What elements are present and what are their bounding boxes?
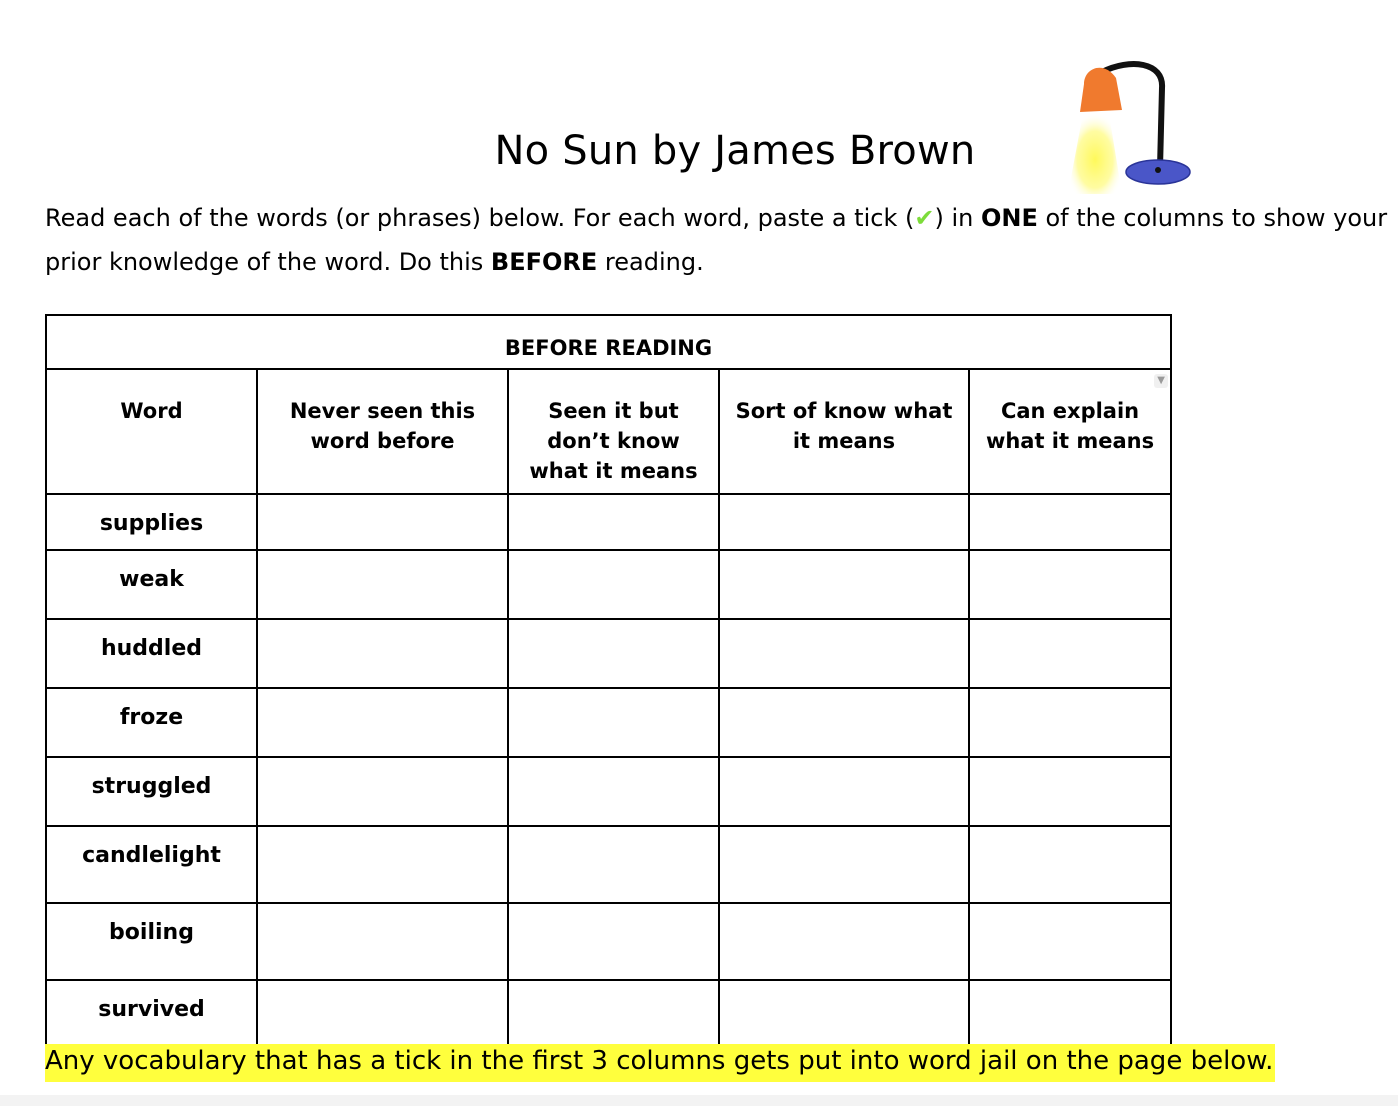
instructions-text-3: of the columns to show your prior knowledge of the word. Do this: [45, 204, 1388, 276]
desk-lamp-icon: [1060, 58, 1200, 198]
word-cell: candlelight: [46, 826, 257, 903]
tick-cell[interactable]: [257, 619, 508, 688]
tick-cell[interactable]: [719, 494, 969, 550]
tick-cell[interactable]: [969, 826, 1171, 903]
tick-cell[interactable]: [969, 494, 1171, 550]
tick-cell[interactable]: [508, 494, 719, 550]
tick-cell[interactable]: [719, 826, 969, 903]
table-row: [46, 688, 1171, 757]
tick-cell[interactable]: [969, 550, 1171, 619]
footer-note: [45, 1041, 1275, 1081]
header-word-label: Word: [120, 399, 183, 423]
tick-cell[interactable]: [508, 757, 719, 826]
header-seen-not-know[interactable]: [508, 369, 719, 494]
tick-cell[interactable]: [508, 550, 719, 619]
tick-cell[interactable]: [719, 903, 969, 980]
instructions-text-4: reading.: [597, 248, 704, 276]
header-seen-not-know-label: Seen it but don’t know what it means: [529, 399, 698, 483]
word-cell: boiling: [46, 903, 257, 980]
tick-cell[interactable]: [719, 550, 969, 619]
instructions-text-2: ) in: [934, 204, 981, 232]
instructions-text-1: Read each of the words (or phrases) below. For each word, paste a tick (: [45, 204, 915, 232]
tick-cell[interactable]: [257, 688, 508, 757]
tick-cell[interactable]: [969, 619, 1171, 688]
tick-cell[interactable]: [257, 550, 508, 619]
tick-cell[interactable]: [719, 619, 969, 688]
tick-cell[interactable]: [508, 619, 719, 688]
header-never-seen[interactable]: [257, 369, 508, 494]
table-row: [46, 550, 1171, 619]
tick-cell[interactable]: [257, 757, 508, 826]
tick-cell[interactable]: [969, 903, 1171, 980]
header-can-explain-label: Can explain what it means: [985, 399, 1155, 453]
table-row: [46, 619, 1171, 688]
instructions-bold-before: BEFORE: [490, 248, 598, 276]
instructions: [45, 196, 1395, 284]
header-sort-of-know[interactable]: [719, 369, 969, 494]
vocabulary-table: [45, 314, 1172, 1057]
header-can-explain[interactable]: [969, 369, 1171, 494]
tick-cell[interactable]: [508, 826, 719, 903]
table-row: [46, 826, 1171, 903]
tick-cell[interactable]: [719, 688, 969, 757]
table-banner-label: BEFORE READING: [504, 336, 713, 360]
table-row: [46, 903, 1171, 980]
highlighted-note: Any vocabulary that has a tick in the first 3 columns gets put into word jail on the page below.: [45, 1044, 1275, 1082]
word-cell: supplies: [46, 494, 257, 550]
table-banner: [46, 315, 1171, 369]
word-cell: struggled: [46, 757, 257, 826]
tick-cell[interactable]: [969, 757, 1171, 826]
word-cell: weak: [46, 550, 257, 619]
table-header-row: [46, 369, 1171, 494]
tick-cell[interactable]: [719, 757, 969, 826]
tick-cell[interactable]: [508, 688, 719, 757]
tick-cell[interactable]: [257, 494, 508, 550]
header-sort-of-know-label: Sort of know what it means: [735, 399, 953, 453]
chevron-down-icon[interactable]: ▼: [1154, 374, 1168, 388]
header-word[interactable]: [46, 369, 257, 494]
page-bottom-edge: [0, 1095, 1398, 1106]
table-row: [46, 757, 1171, 826]
tick-cell[interactable]: [257, 826, 508, 903]
document-title: No Sun by James Brown: [494, 128, 976, 174]
tick-cell[interactable]: [508, 903, 719, 980]
tick-cell[interactable]: [969, 688, 1171, 757]
word-cell: froze: [46, 688, 257, 757]
checkmark-icon: ✔: [914, 204, 935, 232]
instructions-bold-one: ONE: [980, 204, 1038, 232]
table-row: [46, 494, 1171, 550]
header-never-seen-label: Never seen this word before: [289, 399, 476, 453]
word-cell: huddled: [46, 619, 257, 688]
word-cell: survived: [46, 980, 257, 1056]
tick-cell[interactable]: [257, 903, 508, 980]
